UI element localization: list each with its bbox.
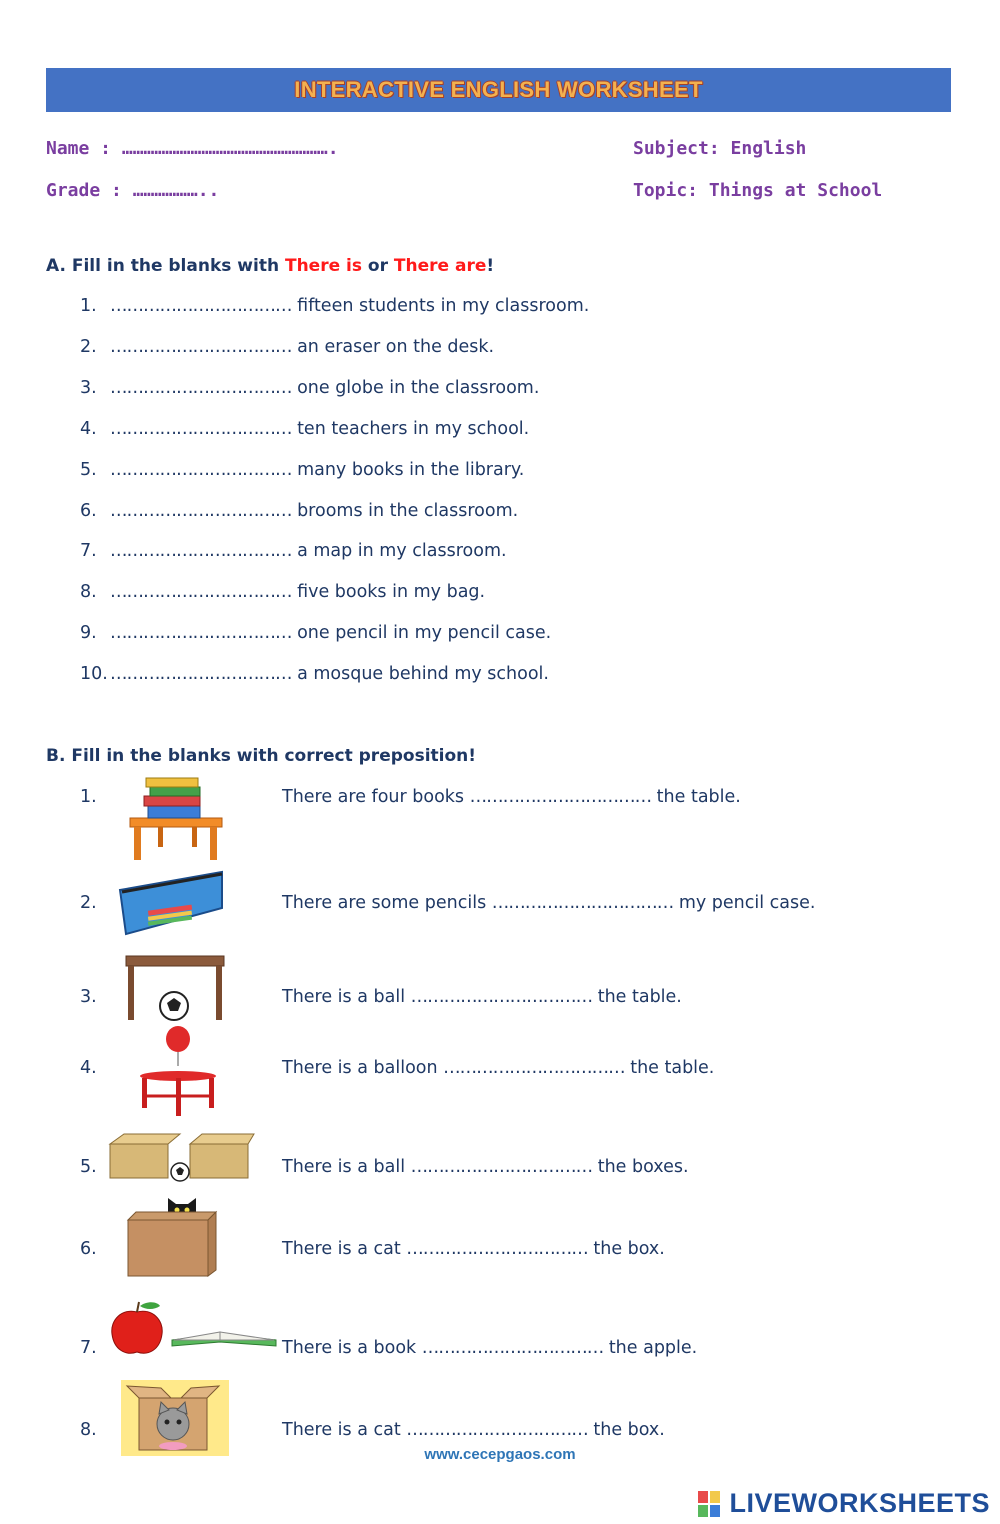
name-field[interactable]: Name : …………………………………………………. [46,138,339,159]
answer-blank[interactable]: …………………………… [406,1239,588,1259]
sentence-text: a map in my classroom. [291,541,507,562]
footer-url[interactable]: www.cecepgaos.com [424,1446,576,1463]
answer-blank[interactable]: …………………………… [406,1420,588,1440]
sentence-text: the table. [651,787,741,807]
item-number: 4. [80,1058,97,1078]
ball-under-table-image [124,954,228,1024]
liveworksheets-logo-icon [698,1491,720,1517]
sentence-text: There is a ball [282,987,411,1007]
item-number: 2. [80,336,97,357]
item-number: 6. [80,1239,97,1259]
sentence-text: There is a book [282,1338,422,1358]
sentence-text: There is a cat [282,1239,407,1259]
answer-blank[interactable]: …………………………… [110,582,292,603]
option-there-are: There are [393,256,487,276]
sentence-text: There is a balloon [282,1058,444,1078]
answer-blank[interactable]: …………………………… [410,1157,593,1177]
answer-blank[interactable]: …………………………… [110,418,292,439]
item-number: 6. [80,500,97,521]
item-number: 1. [80,296,97,316]
sentence-text: There are some pencils [282,893,492,913]
item-number: 8. [80,1420,97,1440]
subject-label: Subject: English [633,138,807,159]
sentence-text: one pencil in my pencil case. [291,623,552,644]
answer-blank[interactable]: …………………………… [491,893,674,913]
sentence-text: an eraser on the desk. [291,336,495,357]
sentence-text: a mosque behind my school. [291,664,549,685]
answer-blank[interactable]: …………………………… [110,377,292,398]
sentence-text: the boxes. [592,1157,689,1177]
sentence-text: There is a ball [282,1157,411,1177]
answer-blank[interactable]: …………………………… [110,336,292,357]
books-on-table-image [124,776,228,864]
worksheet-title: INTERACTIVE ENGLISH WORKSHEET [294,77,703,102]
topic-label: Topic: Things at School [633,180,883,201]
book-next-to-apple-image [108,1300,280,1360]
sentence-text: the apple. [603,1338,698,1358]
sentence-text: the box. [587,1420,665,1440]
section-a-title: A. Fill in the blanks with There is or There are! [46,256,495,276]
item-number: 9. [80,623,97,644]
sentence-text: my pencil case. [673,893,816,913]
sentence-text: There is a cat [282,1420,407,1440]
ball-between-boxes-image [106,1130,256,1184]
answer-blank[interactable]: …………………………… [110,623,292,644]
item-number: 7. [80,1338,97,1358]
pencil-case-image [118,868,226,940]
sentence-text: brooms in the classroom. [291,500,519,521]
cat-behind-box-image [124,1192,220,1280]
item-number: 2. [80,893,97,913]
liveworksheets-brand: LIVEWORKSHEETS [729,1488,990,1518]
item-number: 5. [80,459,97,480]
answer-blank[interactable]: …………………………… [110,664,292,685]
sentence-text: fifteen students in my classroom. [291,296,590,316]
answer-blank[interactable]: …………………………… [110,296,292,316]
sentence-text: There are four books [282,787,470,807]
cat-in-box-image [121,1380,229,1456]
item-number: 10. [80,664,108,685]
grade-field[interactable]: Grade : ……………….. [46,180,220,201]
item-number: 7. [80,541,97,562]
answer-blank[interactable]: …………………………… [469,787,652,807]
sentence-text: many books in the library. [291,459,525,480]
item-number: 3. [80,987,97,1007]
balloon-above-table-image [138,1026,220,1120]
sentence-text: the table. [624,1058,715,1078]
answer-blank[interactable]: …………………………… [410,987,593,1007]
sentence-text: one globe in the classroom. [291,377,540,398]
sentence-text: the table. [592,987,682,1007]
item-number: 4. [80,418,97,439]
answer-blank[interactable]: …………………………… [443,1058,625,1078]
item-number: 3. [80,377,97,398]
answer-blank[interactable]: …………………………… [421,1338,604,1358]
answer-blank[interactable]: …………………………… [110,500,292,521]
answer-blank[interactable]: …………………………… [110,459,292,480]
sentence-text: the box. [587,1239,665,1259]
sentence-text: ten teachers in my school. [291,418,530,439]
sentence-text: five books in my bag. [291,582,486,603]
item-number: 1. [80,787,97,807]
answer-blank[interactable]: …………………………… [110,541,292,562]
section-b-title: B. Fill in the blanks with correct preposition! [46,746,477,766]
item-number: 8. [80,582,97,603]
item-number: 5. [80,1157,97,1177]
option-there-is: There is [284,256,362,276]
